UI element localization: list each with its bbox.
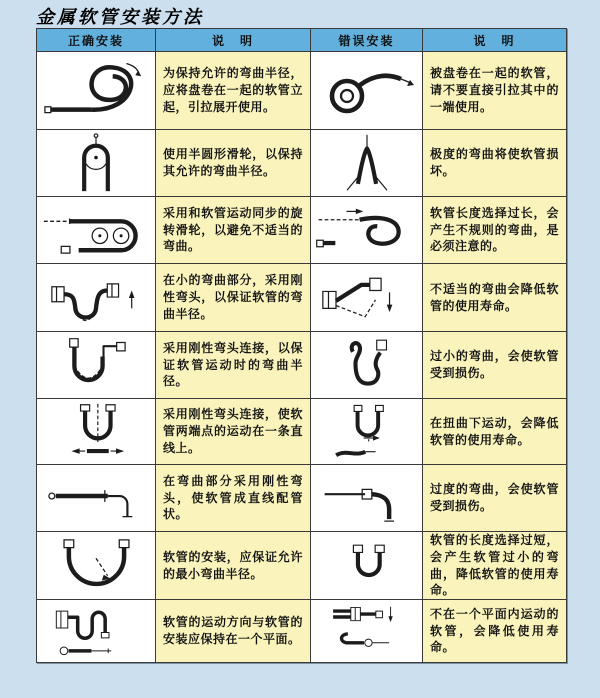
rotating-pulleys-illustration (37, 197, 156, 263)
error-description: 不在一个平面内运动的软管，会降低使用寿命。 (423, 600, 566, 662)
non-planar-motion-illustration (311, 600, 423, 662)
correct-description: 软管的运动方向与软管的安装应保持在一个平面。 (156, 600, 311, 662)
table-header-row (37, 29, 566, 51)
short-hose-narrow-u-illustration (311, 532, 423, 599)
error-description: 软管长度选择过长，会产生不规则的弯曲，是必须注意的。 (423, 197, 566, 263)
correct-description: 采用和软管运动同步的旋转滑轮，以避免不适当的弯曲。 (156, 197, 311, 263)
hose-installation-table (36, 28, 567, 663)
correct-description: 使用半圆形滑轮，以保持其允许的弯曲半径。 (156, 130, 311, 196)
error-description: 被盘卷在一起的软管，请不要直接引拉其中的一端使用。 (423, 52, 566, 129)
table-row (37, 531, 566, 599)
rigid-elbow-connection-illustration (37, 332, 156, 398)
correct-description: 采用刚性弯头连接，以保证软管运动时的弯曲半径。 (156, 332, 311, 398)
error-description: 软管的长度选择过短，会产生软管过小的弯曲，降低软管的使用寿命。 (423, 532, 566, 599)
table-row (37, 398, 566, 464)
table-row (37, 263, 566, 331)
correct-description: 采用刚性弯头连接，使软管两端点的运动在一条直线上。 (156, 399, 311, 464)
table-row (37, 464, 566, 531)
header-correct-install: 正确安装 (37, 29, 156, 51)
correct-description: 为保持允许的弯曲半径，应将盘卷在一起的软管立起，引拉展开使用。 (156, 52, 311, 129)
improper-bend-illustration (311, 264, 423, 331)
page-title: 金属软管安装方法 (36, 7, 204, 28)
coil-end-pulled-illustration (311, 52, 423, 129)
wide-u-min-radius-illustration (37, 532, 156, 599)
table-row (37, 196, 566, 263)
header-wrong-install: 错误安装 (311, 29, 423, 51)
extreme-bend-hanging-illustration (311, 130, 423, 196)
error-description: 不适当的弯曲会降低软管的使用寿命。 (423, 264, 566, 331)
table-row (37, 599, 566, 662)
twisted-motion-illustration (311, 399, 423, 464)
table-row (37, 51, 566, 129)
correct-description: 在弯曲部分采用刚性弯头，使软管成直线配管状。 (156, 465, 311, 531)
table-row (37, 331, 566, 398)
planar-s-trap-illustration (37, 600, 156, 662)
coiled-hose-unrolled-illustration (37, 52, 156, 129)
error-description: 极度的弯曲将使软管损坏。 (423, 130, 566, 196)
overlong-hose-loop-illustration (311, 197, 423, 263)
error-description: 过度的弯曲，会使软管受到损伤。 (423, 465, 566, 531)
correct-description: 软管的安装，应保证允许的最小弯曲半径。 (156, 532, 311, 599)
correct-description: 在小的弯曲部分，采用刚性弯头，以保证软管的弯曲半径。 (156, 264, 311, 331)
header-correct-description: 说 明 (156, 29, 311, 51)
inline-endpoint-motion-illustration (37, 399, 156, 464)
too-small-bend-hook-illustration (311, 332, 423, 398)
overbent-hose-illustration (311, 465, 423, 531)
rigid-elbow-small-bend-illustration (37, 264, 156, 331)
error-description: 在扭曲下运动，会降低软管的使用寿命。 (423, 399, 566, 464)
error-description: 过小的弯曲，会使软管受到损伤。 (423, 332, 566, 398)
header-wrong-description: 说 明 (473, 33, 516, 48)
straight-pipe-rigid-elbow-illustration (37, 465, 156, 531)
semicircular-pulley-illustration (37, 130, 156, 196)
table-row (37, 129, 566, 196)
